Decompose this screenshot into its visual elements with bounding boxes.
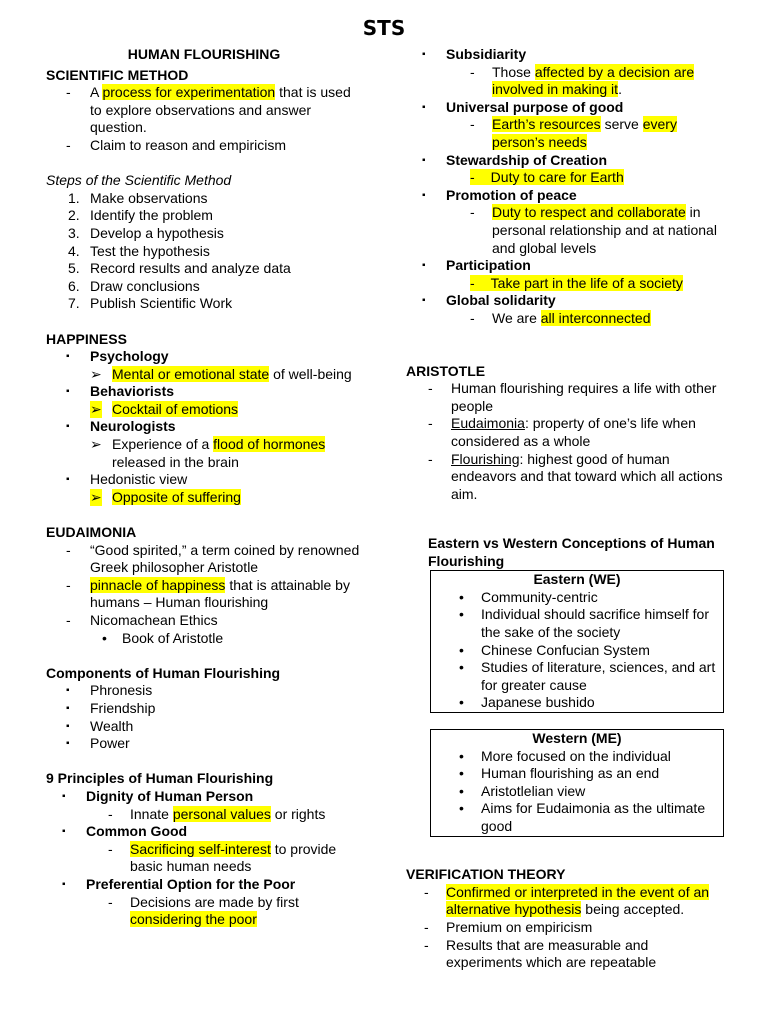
list-item: - Those affected by a decision are (470, 63, 695, 80)
list-item: ▪ Universal purpose of good (422, 98, 624, 115)
highlight: Duty to respect and collaborate (492, 204, 686, 221)
list-item: • Community-centric (459, 588, 598, 605)
highlight: Earth’s resources (492, 116, 601, 133)
list-item: • Book of Aristotle (102, 629, 224, 646)
list-item: ▪ Behaviorists (66, 383, 175, 400)
highlight: every (642, 116, 677, 133)
list-item: - Results that are measurable and (424, 936, 649, 953)
step-item: 1. Make observations (68, 189, 208, 206)
list-item: - A process for experimentation that is used (66, 84, 351, 101)
list-item: ▪ Preferential Option for the Poor (62, 875, 296, 892)
list-item: - Human flourishing requires a life with other (428, 380, 717, 397)
list-item: ➢ Mental or emotional state of well-being (90, 365, 352, 382)
western-box: Western (ME) • More focused on the individual • Human flourishing as an end • Aristotlelian view • Aims for Eudaimonia as the ultimate good (430, 729, 724, 837)
list-item: ▪ Global solidarity (422, 292, 556, 309)
right-column: ▪ Subsidiarity - Those affected by a decision are involved in making it. ▪ Universal purpose of good - Earth’s resources serve every person’s needs ▪ Stewardship of Creation - Duty to care for Earth ▪ Promotion of peace - Duty to respect and collaborate in personal relationship and at national and global levels ▪ Participation - Take part in the life of a society ▪ Global solidarity - We are all interconnected ARISTOTLE - Human flourishing requires a life with other people - Eudaimonia: property of one’s life when considered as a whole - Flourishing: highest good of human endeavors and that toward which all actions aim. Eastern vs Western Conceptions of Human Flourishing Eastern (WE) • Community-centric • Individual should sacrifice himself for the sake of the society • Chinese Confucian System • Studies of literature, sciences, and art for greater cause • Japanese bushido Western (ME) • More focused on the individual • Human flourishing as an end • Aristotlelian view • Aims for Eudaimonia as the ultimate good VERIFICATION THEORY - Confirmed or interpreted in the event of an alternative hypothesis being accepted. - Premium on empiricism - Results that are measurable and experiments which are repeatable (406, 46, 736, 972)
scientific-method-heading: SCIENTIFIC METHOD (46, 66, 189, 83)
aristotle-heading: ARISTOTLE (406, 362, 486, 379)
step-item: 5. Record results and analyze data (68, 260, 291, 277)
list-item: - Duty to care for Earth (470, 169, 624, 186)
highlight: Opposite of suffering (112, 488, 241, 505)
happiness-heading: HAPPINESS (46, 330, 127, 347)
list-item: - Innate personal values or rights (108, 805, 326, 822)
list-item: - Flourishing: highest good of human (428, 450, 670, 467)
list-item: ▪ Common Good (62, 823, 188, 840)
list-item: • More focused on the individual (459, 747, 671, 764)
list-item: - “Good spirited,” a term coined by renowned (66, 541, 360, 558)
list-item: - We are all interconnected (470, 309, 651, 326)
highlight: flood of hormones (213, 436, 326, 453)
component-item: ▪ Phronesis (66, 682, 153, 699)
list-item: ▪ Psychology (66, 348, 169, 365)
list-item: ▪ Promotion of peace (422, 186, 577, 203)
list-item: - Earth’s resources serve every (470, 116, 677, 133)
highlight: affected by a decision are (534, 63, 695, 80)
list-item: - Claim to reason and empiricism (66, 136, 287, 153)
list-item: - Duty to respect and collaborate in (470, 204, 701, 221)
list-item: • Human flourishing as an end (459, 765, 660, 782)
step-item: 2. Identify the problem (68, 207, 213, 224)
highlight: alternative hypothesis (446, 901, 582, 918)
principles-heading: 9 Principles of Human Flourishing (46, 770, 274, 787)
list-item: ▪ Dignity of Human Person (62, 787, 254, 804)
eastwest-heading: Eastern vs Western Conceptions of Human (428, 535, 715, 552)
western-title: Western (ME) (532, 729, 622, 746)
list-item: ▪ Participation (422, 257, 531, 274)
list-item: • Aims for Eudaimonia as the ultimate (459, 800, 706, 817)
document-title: STS (362, 16, 406, 40)
list-item: • Studies of literature, sciences, and art (459, 659, 716, 676)
list-item: ➢ Cocktail of emotions (90, 400, 239, 417)
highlight: Confirmed or interpreted in the event of an (446, 883, 710, 900)
highlight: personal values (172, 805, 271, 822)
list-item: • Japanese bushido (459, 694, 595, 711)
steps-title: Steps of the Scientific Method (46, 172, 232, 189)
verification-heading: VERIFICATION THEORY (406, 866, 566, 883)
list-item: - Take part in the life of a society (470, 274, 683, 291)
component-item: ▪ Wealth (66, 717, 134, 734)
list-item: ▪ Stewardship of Creation (422, 151, 608, 168)
eudaimonia-heading: EUDAIMONIA (46, 524, 137, 541)
highlight: pinnacle of happiness (90, 576, 226, 593)
list-item: ➢ Opposite of suffering (90, 488, 241, 505)
step-item: 4. Test the hypothesis (68, 242, 210, 259)
list-item: - Eudaimonia: property of one’s life when (428, 415, 696, 432)
list-item: - Confirmed or interpreted in the event of an (424, 883, 710, 900)
list-item: - pinnacle of happiness that is attainable by (66, 576, 350, 593)
highlight: Mental or emotional state (112, 365, 270, 382)
step-item: 6. Draw conclusions (68, 277, 200, 294)
step-item: 7. Publish Scientific Work (68, 295, 233, 312)
component-item: ▪ Friendship (66, 699, 156, 716)
list-item: - Premium on empiricism (424, 918, 593, 935)
list-item: ➢ Experience of a flood of hormones (90, 436, 326, 453)
highlight: Cocktail of emotions (112, 400, 239, 417)
left-column: HUMAN FLOURISHING SCIENTIFIC METHOD - A process for experimentation that is used to explore observations and answer question. - Claim to reason and empiricism Steps of the Scientific Method 1. Make observations 2. Identify the problem 3. Develop a hypothesis 4. Test the hypothesis 5. Record results and analyze data 6. Draw conclusions 7. Publish Scientific Work HAPPINESS ▪ Psychology ➢ Mental or emotional state of well-being ▪ Behaviorists ➢ Cocktail of emotions ▪ Neurologists ➢ Experience of a flood of hormones released in the brain ▪ Hedonistic view ➢ Opposite of suffering EUDAIMONIA - “Good spirited,” a term coined by renowned Greek philosopher Aristotle - pinnacle of happiness that is attainable by humans – Human flourishing - Nicomachean Ethics • Book of Aristotle Components of Human Flourishing ▪ Phronesis ▪ Friendship ▪ Wealth ▪ Power 9 Principles of Human Flourishing ▪ Dignity of Human Person - Innate personal values or rights ▪ Common Good - Sacrificing self-interest to provide basic human needs ▪ Preferential Option for the Poor - Decisions are made by first considering the poor (46, 46, 376, 929)
list-item: - Sacrificing self-interest to provide (108, 840, 337, 857)
list-item: • Individual should sacrifice himself for (459, 606, 709, 623)
components-list (46, 682, 376, 752)
list-item: • Aristotlelian view (459, 782, 586, 799)
main-heading: HUMAN FLOURISHING (127, 46, 281, 62)
highlight: person’s needs (492, 133, 587, 150)
eastern-title: Eastern (WE) (533, 571, 621, 588)
highlight: all interconnected (540, 309, 651, 326)
highlight: Sacrificing self-interest (130, 840, 271, 857)
highlight: involved in making it (492, 81, 619, 98)
list-item: ▪ Subsidiarity (422, 46, 527, 62)
highlight: Duty to care for Earth (490, 169, 624, 186)
list-item: - Decisions are made by first (108, 893, 299, 910)
highlight: process for experimentation (102, 84, 276, 101)
list-item: - Nicomachean Ethics (66, 612, 218, 628)
steps-list (46, 190, 376, 313)
component-item: ▪ Power (66, 735, 130, 752)
list-item: • Chinese Confucian System (459, 641, 650, 658)
highlight: Take part in the life of a society (490, 274, 683, 291)
highlight: considering the poor (130, 911, 257, 928)
list-item: ▪ Hedonistic view (66, 471, 188, 488)
components-heading: Components of Human Flourishing (46, 664, 281, 681)
eastern-box: Eastern (WE) • Community-centric • Individual should sacrifice himself for the sake of the society • Chinese Confucian System • Studies of literature, sciences, and art for greater cause • Japanese bushido (430, 570, 724, 713)
step-item: 3. Develop a hypothesis (68, 224, 224, 241)
list-item: ▪ Neurologists (66, 418, 176, 435)
